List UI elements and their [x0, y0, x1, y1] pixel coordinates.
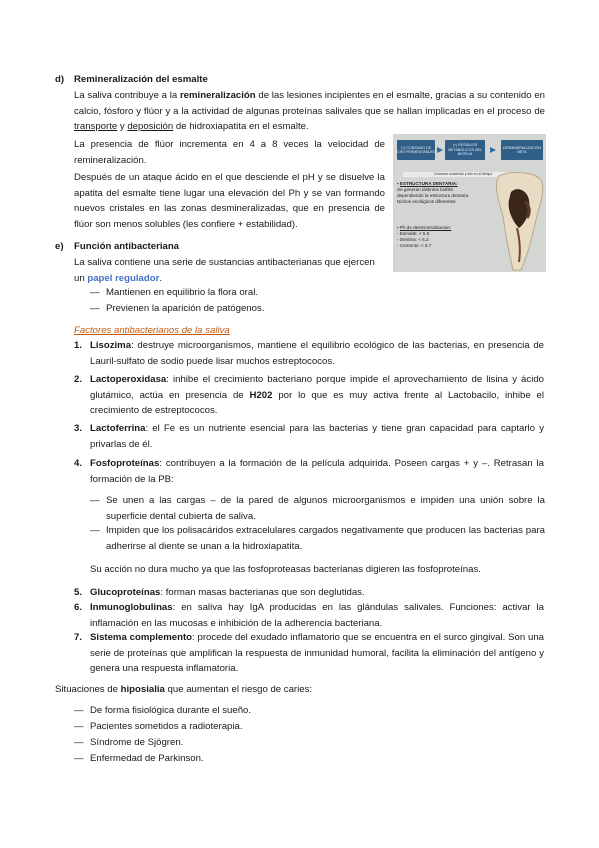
- factor-name: Lactoperoxidasa: [90, 374, 167, 385]
- section-e-letter: e): [55, 241, 64, 252]
- figure-estructura-line: Nichos ecológicos diferentes.: [397, 199, 457, 204]
- factor-text: : destruye microorganismos, mantiene el equilibrio ecológico de las bacterias, en presencia de Lauril-sulfato de sodio puede lisar muchos estreptococos.: [90, 340, 544, 367]
- text-run: La saliva contiene una serie de sustancias antibacterianas que ejercen un: [74, 257, 375, 284]
- arrow-right-icon: [490, 147, 496, 153]
- item-number: 7.: [74, 632, 83, 643]
- factor-name: Glucoproteínas: [90, 587, 161, 598]
- factor-inmunoglobulinas: [90, 600, 544, 631]
- section-d-paragraph-3: Después de un ataque ácido en el que desciende el pH y se disuelve la apatita del esmalte tiene lugar una elevación del Ph y se van formando nuevos cristales en las zonas desmineralizadas, que en presencia de flúor son menos solubles (les confiere + estabilidad).: [74, 172, 385, 230]
- sub-list-item: — Impiden que los polisacáridos extracelulares cargados negativamente que producen las bacterias para adherirse al diente se unan a la hidroxiapatita.: [90, 523, 545, 554]
- factor-fosfoproteinas: [90, 456, 544, 487]
- sub-list-item-text: Se unen a las cargas – de la pared de algunos microorganismos e impiden una unión sobre la superficie dental cubierta de saliva.: [106, 495, 545, 522]
- remineralizacion-bold: remineralización: [179, 90, 256, 101]
- factor-lactoferrina: [90, 421, 544, 452]
- hiposialia-intro: [55, 682, 312, 698]
- factor-lisozima: [90, 338, 544, 369]
- section-d-paragraph-2: La presencia de flúor incrementa en 4 a 8 veces la velocidad de remineralización.: [74, 139, 385, 166]
- item-number: 4.: [74, 458, 83, 469]
- sub-list-item: — Se unen a las cargas – de la pared de algunos microorganismos e impiden una unión sobre la superficie dental cubierta de saliva.: [90, 493, 545, 524]
- figure-bar-consumo: Consumo sostenido y alto en el tiempo: [403, 172, 523, 177]
- factor-name: Lisozima: [90, 340, 132, 351]
- text-run: .: [159, 272, 162, 284]
- list-item-text: Enfermedad de Parkinson.: [90, 753, 204, 764]
- figure-ph-item: Esmalte: < 5.5: [399, 231, 430, 236]
- figure-estructura-text: ▪ ESTRUCTURA DENTARIA: Se generan distintos biofilm dependiendo la estructura dentaria. Nichos ecológicos diferentes.: [397, 181, 470, 204]
- section-e-title: Función antibacteriana: [74, 241, 180, 252]
- factor-name: Fosfoproteínas: [90, 458, 160, 469]
- item-number: 1.: [74, 340, 83, 351]
- text-run: La saliva contribuye a la: [74, 90, 180, 101]
- figure-estructura-line: dependiendo la estructura dentaria.: [397, 193, 470, 198]
- figure-box-residuos: (+) RESIDUOS METABÓLICOS DEL BIOFILM: [445, 140, 485, 160]
- transporte-underlined: transporte: [74, 121, 118, 132]
- figure-ph-text: ▪ Ph de desmineralizacion: - Esmalte: < 5.5 - Dentina: < 6.3 - Cemento: < 6.7: [397, 225, 452, 248]
- section-d-letter: d): [55, 74, 65, 85]
- list-item: — Enfermedad de Parkinson.: [74, 753, 204, 764]
- factor-text: : el Fe es un nutriente esencial para las bacterias y tiene gran capacidad para captarlo y privarlas de él.: [90, 423, 544, 450]
- figure-ph-item: Dentina: < 6.3: [399, 237, 429, 242]
- factores-heading: Factores antibacterianos de la saliva: [74, 325, 230, 336]
- factor-text: : inhibe el crecimiento bacteriano porque impide el aprovechamiento de lisina y ácido glutámico, actúa en presencia de: [90, 374, 544, 401]
- figure-box3-line2: BETA: [517, 150, 527, 154]
- hiposialia-bold: hiposialia: [120, 684, 165, 695]
- figure-estructura-title: ESTRUCTURA DENTARIA:: [399, 181, 458, 186]
- h2o2-bold: H202: [249, 389, 273, 401]
- text-run: que aumentan el riesgo de caries:: [164, 684, 313, 695]
- list-item: — Síndrome de Sjögren.: [74, 737, 184, 748]
- text-run: Situaciones de: [55, 684, 121, 695]
- factor-text: : forman masas bacterianas que son deglutidas.: [160, 587, 365, 598]
- section-e-paragraph: [74, 255, 385, 286]
- list-item: — De forma fisiológica durante el sueño.: [74, 705, 252, 716]
- factor-glucoproteinas: [90, 585, 544, 601]
- factor-lactoperoxidasa: [90, 372, 544, 419]
- list-item-text: Síndrome de Sjögren.: [90, 737, 184, 748]
- deposicion-underlined: deposición: [127, 121, 174, 132]
- factor-sistema-complemento: [90, 630, 544, 677]
- list-item-text: De forma fisiológica durante el sueño.: [90, 705, 252, 716]
- sub-list-item-text: Impiden que los polisacáridos extracelulares cargados negativamente que producen las bacterias para adherirse al diente se unan a la hidroxiapatita.: [106, 525, 545, 552]
- list-item-text: Mantienen en equilibrio la flora oral.: [106, 287, 258, 298]
- list-item-text: Pacientes sometidos a radioterapia.: [90, 721, 243, 732]
- factor-name: Lactoferrina: [90, 423, 146, 434]
- figure-estructura-line: Se generan distintos biofilm: [397, 187, 454, 192]
- text-run: de hidroxiapatita en el esmalte.: [173, 121, 309, 132]
- item-number: 3.: [74, 423, 83, 434]
- section-d-title: Remineralización del esmalte: [74, 74, 208, 85]
- text-run: y: [117, 121, 128, 132]
- item-number: 5.: [74, 587, 83, 598]
- arrow-right-icon: [437, 147, 443, 153]
- item-number: 6.: [74, 602, 83, 613]
- tooth-image: [491, 172, 546, 272]
- factor-name: Inmunoglobulinas: [90, 602, 173, 613]
- list-item-text: Previenen la aparición de patógenos.: [106, 303, 265, 314]
- list-item: — Pacientes sometidos a radioterapia.: [74, 721, 243, 732]
- factor-text: por lo que es muy activa frente al Lactobacilo, inhibe el crecimiento de estreptococos.: [90, 389, 544, 416]
- factor-text: : contribuyen a la formación de la película adquirida. Poseen cargas + y –. Retrasan la formación de la PB:: [90, 458, 544, 485]
- list-item: — Mantienen en equilibrio la flora oral.: [90, 287, 258, 298]
- list-item: — Previenen la aparición de patógenos.: [90, 303, 265, 314]
- figure-ph-item: Cemento: < 6.7: [399, 243, 432, 248]
- factor-text: : en saliva hay IgA producidas en las glándulas salivales. Funciones: activar la inflamación en las mucosas e inhibición de la adherencia bacteriana.: [90, 602, 544, 629]
- papel-regulador-link[interactable]: papel regulador: [87, 272, 160, 284]
- item-number: 2.: [74, 374, 83, 385]
- figure-ph-title: Ph de desmineralizacion:: [399, 225, 452, 230]
- figure-box3-line1: DESMINERALIZACIÓN: [503, 145, 541, 150]
- section-d-paragraph-1: [74, 88, 545, 135]
- factor-name: Sistema complemento: [90, 632, 192, 643]
- figure-box-desmineralizacion: [501, 140, 543, 160]
- caries-diagram-figure: [393, 134, 546, 272]
- fosfoproteinas-note: Su acción no dura mucho ya que las fosfoproteasas bacterianas digieren las fosfoproteínas.: [90, 564, 481, 575]
- text-run: de las lesiones incipientes en el esmalte, gracias a su contenido en calcio, fósforo y flúor y a la actividad de algunas proteínas salivales que se hallan implicadas en el proceso de: [74, 90, 545, 117]
- factor-text: : procede del exudado inflamatorio que se encuentra en el surco gingival. Son una serie de proteínas que amplifican la respuesta de inmunidad humoral, facilita la eliminación del antígeno y genera una respuesta inflamatoria.: [90, 632, 544, 674]
- figure-box-cho: (+) CONSUMO DE CHO FERMENTABLES: [397, 140, 435, 160]
